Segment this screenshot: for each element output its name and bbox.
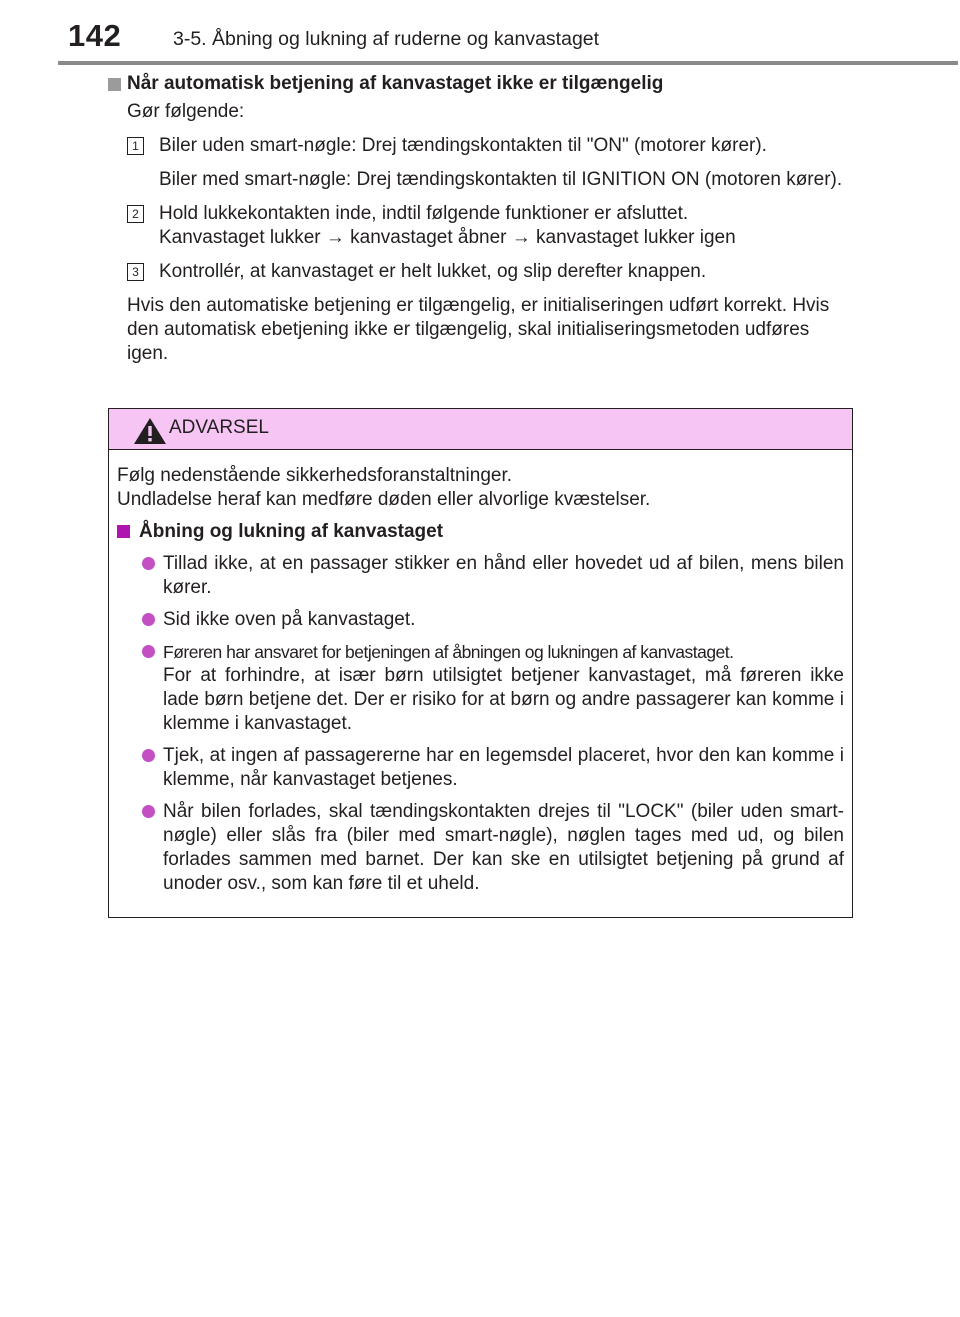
bullet-continuation: For at forhindre, at især børn utilsigtet betjener kanvastaget, må føreren ikke lade børn betjene det. Der er risiko for at børn og andre passagerer kan komme i klemme i kanvastaget. [163,665,844,734]
bullet-text: Når bilen forlades, skal tændingskontakten drejes til "LOCK" (biler uden smart-nøgle) eller slås fra (biler med smart-nøgle), nøglen tages med ud, og bilen forlades sammen med barnet. Der kan ske en utilsigtet betjening på grund af unoder osv., som kan føre til et uheld. [163,801,844,894]
warning-bullet [117,640,844,736]
warning-title: ADVARSEL [169,417,269,438]
bullet-text: Tillad ikke, at en passager stikker en hånd eller hovedet ud af bilen, mens bilen kører. [163,553,844,598]
bullet-dot-icon [142,645,155,658]
step-3 [108,260,852,284]
bullet-text: Tjek, at ingen af passagererne har en legemsdel placeret, hvor den kan komme i klemme, når kanvastaget betjenes. [163,745,844,790]
running-head: 3-5. Åbning og lukning af ruderne og kanvastaget [173,28,600,50]
step-number-box: 1 [127,137,144,155]
step-2-sequence: Kanvastaget lukker → kanvastaget åbner → kanvastaget lukker igen [159,227,736,248]
warning-bullet [117,608,844,632]
bullet-dot-icon [142,557,155,570]
warning-body [109,450,852,896]
step-text: Kontrollér, at kanvastaget er helt lukket, og slip derefter knappen. [159,261,707,282]
bullet-dot-icon [142,613,155,626]
step-text: Biler uden smart-nøgle: Drej tændingskontakten til "ON" (motorer kører). [159,135,767,156]
page-number: 142 [68,18,122,53]
bullet-text: Sid ikke oven på kanvastaget. [163,609,416,630]
step-2 [108,202,852,250]
closing-paragraph: Hvis den automatiske betjening er tilgængelig, er initialiseringen udført korrekt. Hvis den automatisk ebetjening ikke er tilgængelig, skal initialiseringsmetoden udføres igen. [127,295,830,364]
warning-header [109,409,852,450]
warning-intro-line: Undladelse heraf kan medføre døden eller alvorlige kvæstelser. [117,489,651,510]
page-header [0,0,960,62]
warning-bullet [117,552,844,600]
header-rule [58,61,958,65]
warning-bullet [117,800,844,896]
section-intro: Gør følgende: [127,101,245,122]
bullet-text: Føreren har ansvaret for betjeningen af åbningen og lukningen af kanvastaget. [163,642,734,662]
warning-triangle-icon [133,417,167,445]
warning-intro-line: Følg nedenstående sikkerhedsforanstaltninger. [117,465,513,486]
warning-bullet [117,744,844,792]
warning-box [108,408,853,918]
section-heading [108,72,852,96]
bullet-dot-icon [142,749,155,762]
warning-subheading [117,520,844,544]
section-heading-text: Når automatisk betjening af kanvastaget ikke er tilgængelig [127,73,664,94]
warning-subheading-text: Åbning og lukning af kanvastaget [139,521,444,542]
bullet-dot-icon [142,805,155,818]
step-1 [108,134,852,158]
step-number-box: 2 [127,205,144,223]
section-canvas-top-manual [108,72,852,366]
step-text: Hold lukkekontakten inde, indtil følgende funktioner er afsluttet. [159,203,689,224]
magenta-square-icon [117,525,130,538]
step-1-extra: Biler med smart-nøgle: Drej tændingskontakten til IGNITION ON (motoren kører). [159,169,843,190]
gray-square-icon [108,78,121,91]
step-number-box: 3 [127,263,144,281]
